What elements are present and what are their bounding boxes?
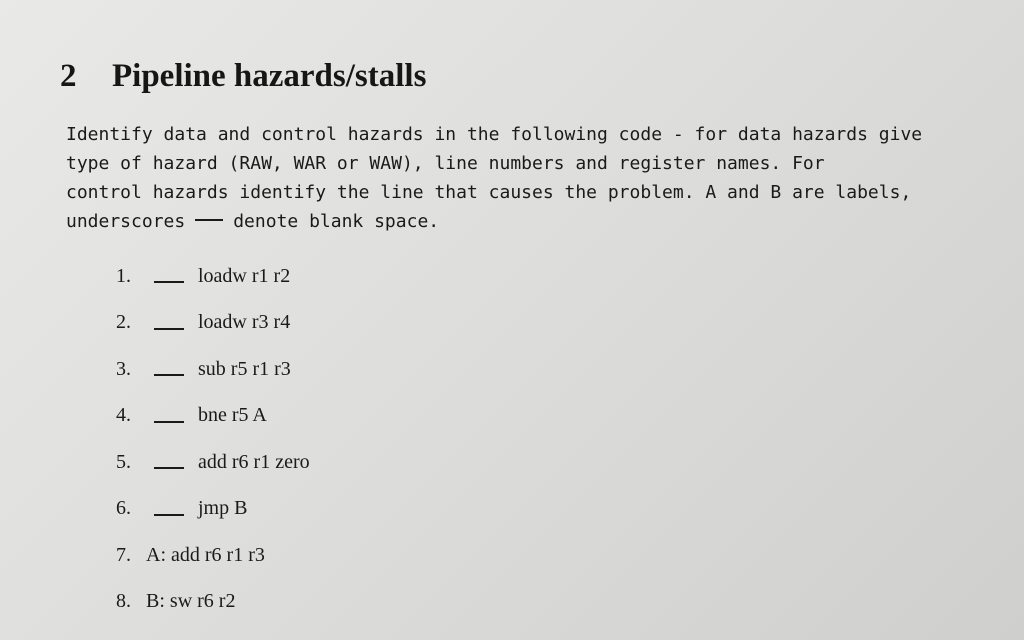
code-label: B: — [146, 590, 165, 613]
section-title: Pipeline hazards/stalls — [112, 58, 427, 94]
instructions-line-4-start: underscores — [66, 211, 186, 232]
instructions-paragraph — [66, 120, 946, 236]
instructions-line-4-end: denote blank space. — [233, 211, 440, 232]
instruction: bne r5 A — [198, 404, 267, 427]
instruction: loadw r1 r2 — [198, 264, 291, 287]
blank-space — [154, 421, 184, 423]
section-heading — [60, 58, 426, 95]
line-number: 5. — [116, 450, 131, 473]
instruction: add r6 r1 zero — [198, 450, 310, 473]
instructions-line-3: control hazards identify the line that causes the problem. A and B are labels, — [66, 182, 912, 203]
line-number: 3. — [116, 357, 131, 380]
instructions-line-4 — [66, 207, 946, 236]
code-line — [116, 486, 310, 533]
code-listing — [116, 253, 310, 625]
instructions-line-1: Identify data and control hazards in the following code - for data hazards give — [66, 124, 923, 145]
instructions-line-2: type of hazard (RAW, WAR or WAW), line numbers and register names. For — [66, 153, 825, 174]
instruction: loadw r3 r4 — [198, 311, 291, 334]
instruction — [165, 590, 236, 613]
code-line — [116, 346, 310, 393]
instruction-text: add r6 r1 r3 — [171, 543, 265, 566]
blank-underscore — [195, 219, 223, 221]
code-label: A: — [146, 543, 166, 566]
blank-space — [154, 374, 184, 376]
code-line — [116, 439, 310, 486]
instruction: jmp B — [198, 497, 248, 520]
line-number: 8. — [116, 590, 131, 613]
section-number: 2 — [60, 58, 77, 94]
blank-space — [154, 514, 184, 516]
blank-space — [154, 328, 184, 330]
code-line — [116, 253, 310, 300]
code-line — [116, 393, 310, 440]
blank-space — [154, 281, 184, 283]
line-number: 4. — [116, 404, 131, 427]
instruction: sub r5 r1 r3 — [198, 357, 291, 380]
instruction-text: sw r6 r2 — [169, 590, 236, 613]
instruction — [166, 544, 265, 567]
code-line — [116, 300, 310, 347]
line-number: 2. — [116, 311, 131, 334]
line-number: 1. — [116, 264, 131, 287]
blank-space — [154, 467, 184, 469]
line-number: 7. — [116, 543, 131, 566]
code-line — [116, 579, 310, 626]
code-line — [116, 532, 310, 579]
line-number: 6. — [116, 497, 131, 520]
